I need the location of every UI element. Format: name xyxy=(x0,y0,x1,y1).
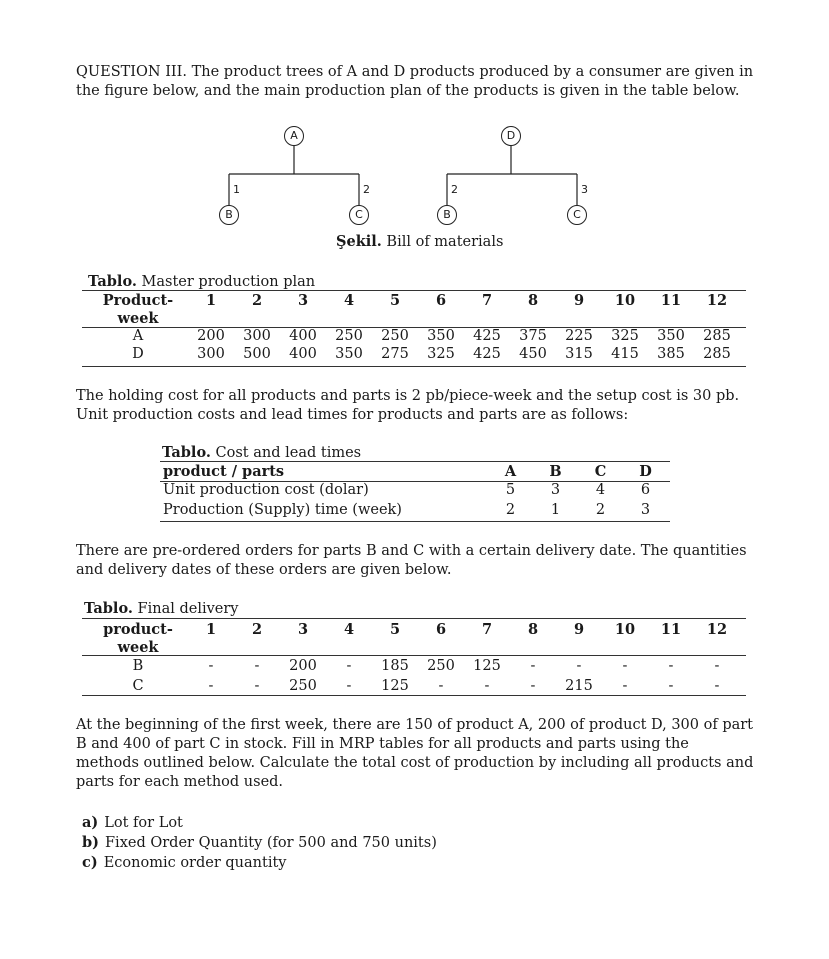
final-row-label: C xyxy=(132,678,144,694)
mps-cell: 315 xyxy=(565,346,593,362)
mps-cell: 325 xyxy=(611,328,639,344)
final-cell: - xyxy=(346,658,352,674)
stock-paragraph: At the beginning of the first week, there are 150 of product A, 200 of product D, 300 of part B and 400 of part C in stock. Fill in MRP tables for all products and parts using the methods outlined below. Calculate the total cost of production by including all products and parts for each method used. xyxy=(76,717,754,790)
table-row xyxy=(88,676,740,696)
final-cell: 125 xyxy=(473,658,501,674)
final-cell: 250 xyxy=(289,678,317,694)
bom-node-d-c: C xyxy=(567,205,587,225)
mps-cell: 385 xyxy=(657,346,685,362)
final-cell: - xyxy=(668,678,674,694)
cost-head-label: product / parts xyxy=(163,462,285,480)
final-week: 9 xyxy=(573,620,585,638)
mps-week: 11 xyxy=(660,291,682,309)
mps-cell: 450 xyxy=(519,346,547,362)
mps-cell: 285 xyxy=(703,328,731,344)
final-cell: - xyxy=(438,678,444,694)
mps-cell: 500 xyxy=(243,346,271,362)
mps-row-label: D xyxy=(132,346,144,362)
cost-cell: 4 xyxy=(595,482,606,498)
mps-cell: 250 xyxy=(381,328,409,344)
bom-node-a: A xyxy=(284,126,304,146)
final-week: 12 xyxy=(706,620,728,638)
methods-list xyxy=(82,813,437,873)
mps-week: 7 xyxy=(481,291,493,309)
final-cell: - xyxy=(622,658,628,674)
cost-cell: 6 xyxy=(640,482,651,498)
bom-caption: Şekil. Bill of materials xyxy=(336,233,504,250)
final-week: 10 xyxy=(614,620,636,638)
final-cell: - xyxy=(254,678,260,694)
list-item: b) Fixed Order Quantity (for 500 and 750 units) xyxy=(82,834,437,851)
final-cell: - xyxy=(576,658,582,674)
table-row xyxy=(88,656,740,676)
final-head-product: product- xyxy=(103,620,173,638)
mps-cell: 350 xyxy=(427,328,455,344)
final-cell: 125 xyxy=(381,678,409,694)
mps-table xyxy=(88,291,740,363)
mps-caption: Tablo. Master production plan xyxy=(88,273,316,290)
mps-week: 2 xyxy=(251,291,263,309)
final-week: 8 xyxy=(527,620,539,638)
final-row-label: B xyxy=(132,658,144,674)
question-intro: QUESTION III. The product trees of A and D products produced by a consumer are given in the figure below, and the main production plan of the products is given in the table below. xyxy=(76,64,754,99)
mps-cell: 350 xyxy=(335,346,363,362)
list-item: a) Lot for Lot xyxy=(82,814,183,831)
mps-cell: 225 xyxy=(565,328,593,344)
final-week: 2 xyxy=(251,620,263,638)
final-table xyxy=(88,620,740,696)
mps-week: 8 xyxy=(527,291,539,309)
final-cell: - xyxy=(484,678,490,694)
mps-row-label: A xyxy=(132,328,144,344)
cost-col-head: A xyxy=(504,462,517,480)
final-cell: - xyxy=(714,658,720,674)
final-top-rule xyxy=(82,618,746,619)
mps-week: 9 xyxy=(573,291,585,309)
mps-cell: 200 xyxy=(197,328,225,344)
bom-node-a-c: C xyxy=(349,205,369,225)
final-cell: 250 xyxy=(427,658,455,674)
cost-caption: Tablo. Cost and lead times xyxy=(162,444,362,461)
final-week: 7 xyxy=(481,620,493,638)
mps-head-week: week xyxy=(117,309,159,327)
mps-cell: 425 xyxy=(473,346,501,362)
final-week: 1 xyxy=(205,620,217,638)
final-cell: - xyxy=(254,658,260,674)
final-week: 11 xyxy=(660,620,682,638)
mps-cell: 350 xyxy=(657,328,685,344)
cost-cell: 2 xyxy=(595,502,606,518)
mps-week: 6 xyxy=(435,291,447,309)
cost-row-label: Unit production cost (dolar) xyxy=(163,482,369,498)
cost-table xyxy=(163,462,668,520)
final-week: 6 xyxy=(435,620,447,638)
list-item: c) Economic order quantity xyxy=(82,854,287,871)
final-cell: 215 xyxy=(565,678,593,694)
table-row xyxy=(88,345,740,363)
mps-week: 5 xyxy=(389,291,401,309)
final-cell: 200 xyxy=(289,658,317,674)
mps-cell: 275 xyxy=(381,346,409,362)
bom-tree-lines xyxy=(0,0,829,240)
holding-cost-paragraph: The holding cost for all products and parts is 2 pb/piece-week and the setup cost is 30 pb. Unit production costs and lead times for products and parts are as follows: xyxy=(76,388,740,423)
mps-cell: 415 xyxy=(611,346,639,362)
final-cell: - xyxy=(208,658,214,674)
mps-cell: 325 xyxy=(427,346,455,362)
final-cell: - xyxy=(530,658,536,674)
final-cell: - xyxy=(668,658,674,674)
final-week: 3 xyxy=(297,620,309,638)
cost-row-label: Production (Supply) time (week) xyxy=(163,502,402,518)
cost-col-head: D xyxy=(639,462,652,480)
final-cell: - xyxy=(346,678,352,694)
final-cell: - xyxy=(208,678,214,694)
bom-qty-d-c: 3 xyxy=(581,183,588,196)
bom-qty-d-b: 2 xyxy=(451,183,458,196)
mps-week: 12 xyxy=(706,291,728,309)
preorder-paragraph: There are pre-ordered orders for parts B and C with a certain delivery date. The quantities and delivery dates of these orders are given below. xyxy=(76,543,747,578)
table-row xyxy=(163,500,668,520)
bom-qty-a-b: 1 xyxy=(233,183,240,196)
cost-col-head: C xyxy=(594,462,607,480)
bom-node-d-b: B xyxy=(437,205,457,225)
mps-cell: 400 xyxy=(289,346,317,362)
cost-cell: 1 xyxy=(550,502,561,518)
mps-cell: 285 xyxy=(703,346,731,362)
final-cell: - xyxy=(714,678,720,694)
bom-node-d: D xyxy=(501,126,521,146)
final-cell: - xyxy=(622,678,628,694)
cost-cell: 2 xyxy=(505,502,516,518)
final-cell: - xyxy=(530,678,536,694)
table-row xyxy=(88,327,740,345)
final-week: 4 xyxy=(343,620,355,638)
bom-node-a-b: B xyxy=(219,205,239,225)
mps-cell: 250 xyxy=(335,328,363,344)
cost-cell: 3 xyxy=(550,482,561,498)
table-row xyxy=(163,480,668,500)
mps-cell: 400 xyxy=(289,328,317,344)
mps-week: 10 xyxy=(614,291,636,309)
mps-cell: 300 xyxy=(197,346,225,362)
mps-cell: 300 xyxy=(243,328,271,344)
mps-week: 1 xyxy=(205,291,217,309)
cost-bottom-rule xyxy=(160,521,670,522)
mps-bottom-rule xyxy=(82,366,746,367)
final-week: 5 xyxy=(389,620,401,638)
final-head-week: week xyxy=(117,638,159,656)
mps-week: 4 xyxy=(343,291,355,309)
mps-cell: 375 xyxy=(519,328,547,344)
mps-head-product: Product- xyxy=(102,291,174,309)
mps-cell: 425 xyxy=(473,328,501,344)
cost-col-head: B xyxy=(549,462,562,480)
cost-cell: 3 xyxy=(640,502,651,518)
bom-qty-a-c: 2 xyxy=(363,183,370,196)
final-caption: Tablo. Final delivery xyxy=(84,600,239,617)
cost-cell: 5 xyxy=(505,482,516,498)
final-cell: 185 xyxy=(381,658,409,674)
mps-week: 3 xyxy=(297,291,309,309)
